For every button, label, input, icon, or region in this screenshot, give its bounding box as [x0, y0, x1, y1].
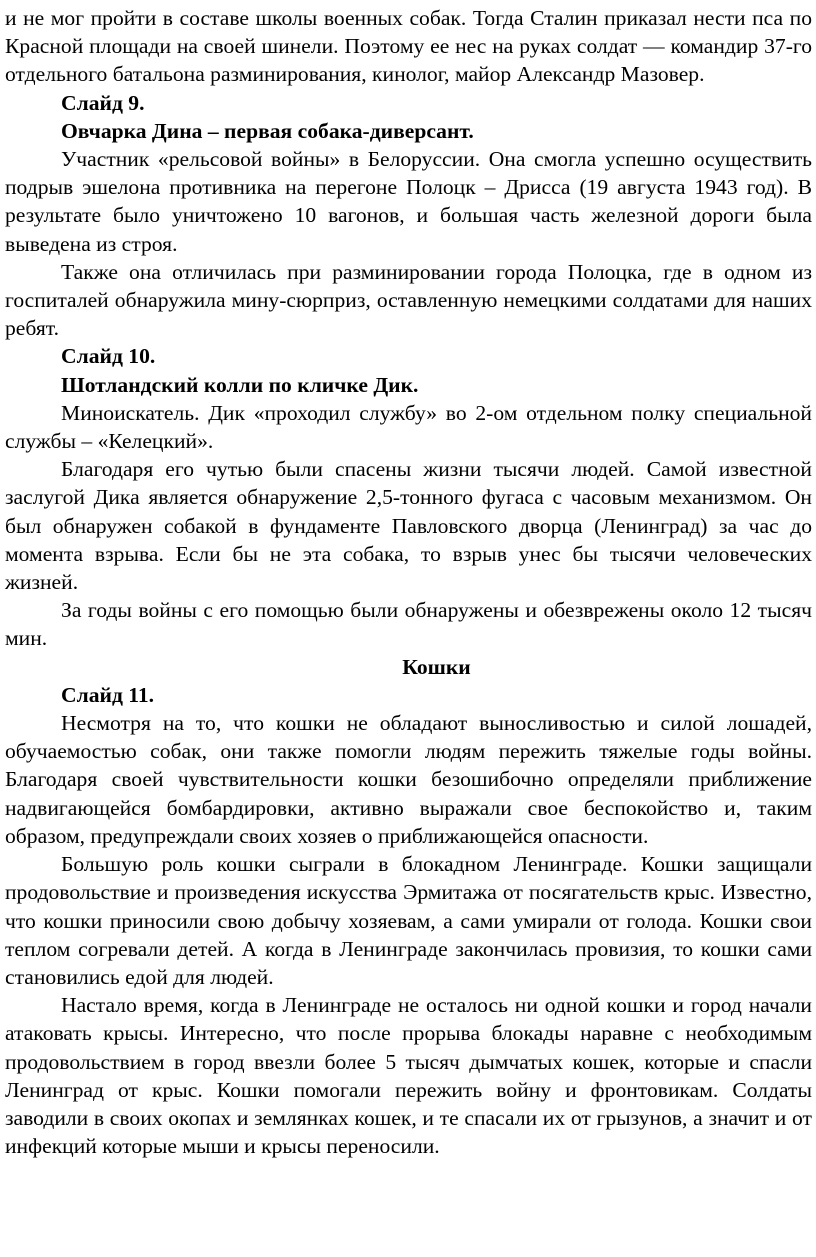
dina-paragraph-2: Также она отличилась при разминировании города Полоцка, где в одном из госпиталей обнаружила мину-сюрприз, оставленную немецкими солдатами для наших ребят.	[5, 259, 812, 341]
cats-paragraph-3: Настало время, когда в Ленинграде не осталось ни одной кошки и город начали атаковать крысы. Интересно, что после прорыва блокады наравне с необходимым продовольствием в город ввезли более 5 тысяч дымчатых кошек, которые и спасли Ленинград от крыс. Кошки помогали пережить войну и фронтовикам. Солдаты заводили в своих окопах и землянках кошек, и те спасали их от грызунов, а значит и от инфекций которые мыши и крысы переносили.	[5, 993, 812, 1159]
cats-paragraph-2: Большую роль кошки сыграли в блокадном Ленинграде. Кошки защищали продовольствие и произведения искусства Эрмитажа от посягательств крыс. Известно, что кошки приносили свою добычу хозяевам, а сами умирали от голода. Кошки свои теплом согревали детей. А когда в Ленинграде закончилась провизия, то кошки сами становились едой для людей.	[5, 852, 812, 989]
paragraph-continuation: и не мог пройти в составе школы военных собак. Тогда Сталин приказал нести пса по Красной площади на своей шинели. Поэтому ее нес на руках солдат — командир 37-го отдельного батальона разминирования, кинолог, майор Александр Мазовер.	[5, 6, 812, 87]
slide-11-heading: Слайд 11.	[61, 682, 155, 707]
dina-paragraph-1: Участник «рельсовой войны» в Белоруссии. Она смогла успешно осуществить подрыв эшелона противника на перегоне Полоцк – Дрисса (19 августа 1943 год). В результате было уничтожено 10 вагонов, и большая часть железной дороги была выведена из строя.	[5, 147, 812, 256]
cats-section-heading: Кошки	[402, 654, 471, 679]
dina-title: Овчарка Дина – первая собака-диверсант.	[61, 118, 474, 143]
dick-paragraph-2: Благодаря его чутью были спасены жизни тысячи людей. Самой известной заслугой Дика является обнаружение 2,5-тонного фугаса с часовым механизмом. Он был обнаружен собакой в фундаменте Павловского дворца (Ленинград) за час до момента взрыва. Если бы не эта собака, то взрыв унес бы тысячи человеческих жизней.	[5, 457, 812, 595]
slide-10-heading: Слайд 10.	[61, 344, 156, 369]
dick-title: Шотландский колли по кличке Дик.	[61, 372, 419, 397]
dick-paragraph-1: Миноискатель. Дик «проходил службу» во 2-ом отдельном полку специальной службы – «Келецкий».	[5, 400, 812, 454]
slide-9-heading: Слайд 9.	[61, 90, 145, 115]
dick-paragraph-3: За годы войны с его помощью были обнаружены и обезврежены около 12 тысяч мин.	[5, 598, 812, 651]
cats-paragraph-1: Несмотря на то, что кошки не обладают выносливостью и силой лошадей, обучаемостью собак, они также помогли людям пережить тяжелые годы войны. Благодаря своей чувствительности кошки безошибочно определяли приближение надвигающейся бомбардировки, активно выражали свое беспокойство и, таким образом, предупреждали своих хозяев о приближающейся опасности.	[5, 711, 812, 848]
